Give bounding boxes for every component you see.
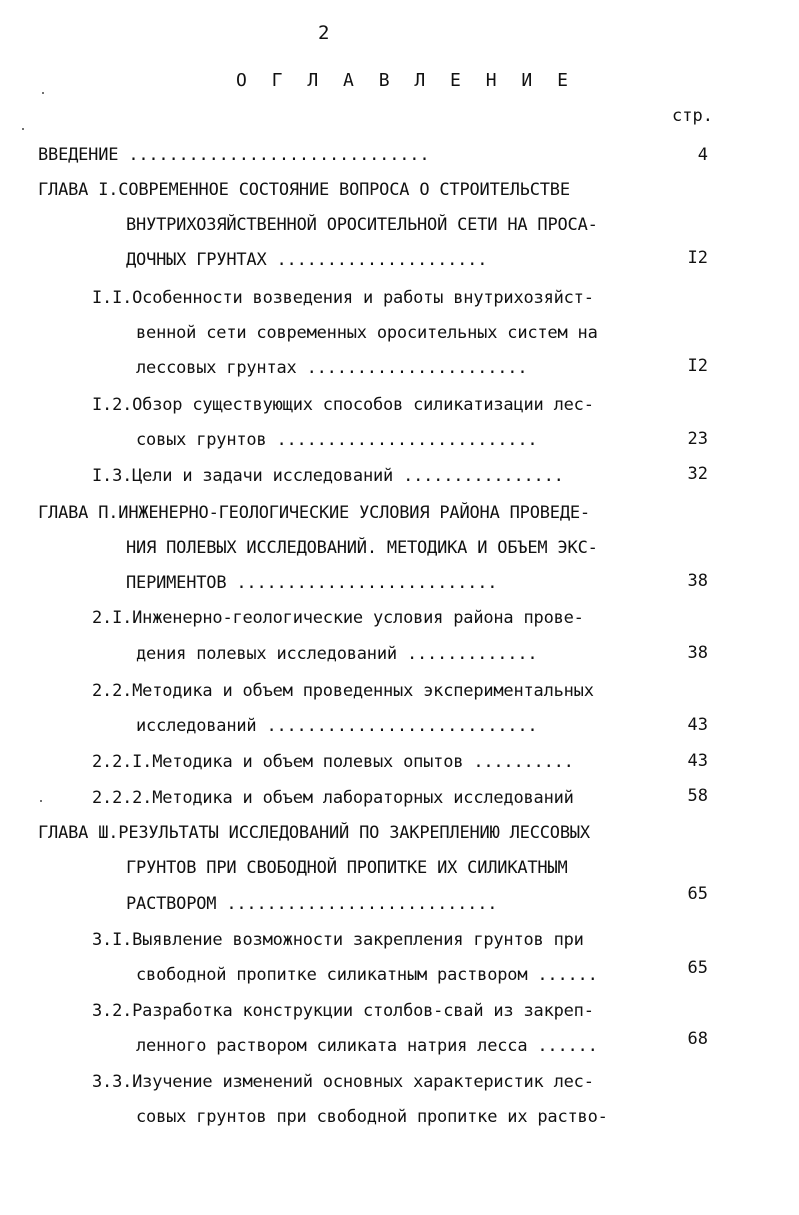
scan-speck (40, 800, 42, 802)
toc-line: ленного раствором силиката натрия лесса ...... (136, 1036, 598, 1056)
scan-speck (22, 128, 24, 130)
toc-line: I.I.Особенности возведения и работы внутрихозяйст- (92, 288, 594, 308)
toc-line: ГЛАВА I.СОВРЕМЕННОЕ СОСТОЯНИЕ ВОПРОСА О СТРОИТЕЛЬСТВЕ (38, 180, 570, 200)
toc-line: ВНУТРИХОЗЯЙСТВЕННОЙ ОРОСИТЕЛЬНОЙ СЕТИ НА ПРОСА- (126, 215, 598, 235)
toc-line: ВВЕДЕНИЕ .............................. (38, 145, 430, 165)
toc-line: НИЯ ПОЛЕВЫХ ИССЛЕДОВАНИЙ. МЕТОДИКА И ОБЪЕМ ЭКС- (126, 538, 598, 558)
toc-line: 2.2.Методика и объем проведенных экспериментальных (92, 681, 594, 701)
toc-page-number: I2 (687, 356, 708, 376)
toc-line: ГЛАВА Ш.РЕЗУЛЬТАТЫ ИССЛЕДОВАНИЙ ПО ЗАКРЕПЛЕНИЮ ЛЕССОВЫХ (38, 823, 590, 843)
toc-page-number: I2 (687, 248, 708, 268)
toc-line: 3.I.Выявление возможности закрепления грунтов при (92, 930, 584, 950)
toc-line: исследований ........................... (136, 716, 538, 736)
toc-page-number: 23 (687, 429, 708, 449)
scan-speck (42, 92, 44, 94)
toc-page-number: 43 (687, 751, 708, 771)
toc-page-number: 32 (687, 464, 708, 484)
toc-line: лессовых грунтах ...................... (136, 358, 528, 378)
toc-line: совых грунтов при свободной пропитке их раство- (136, 1107, 608, 1127)
toc-line: РАСТВОРОМ ........................... (126, 894, 498, 914)
toc-line: ДОЧНЫХ ГРУНТАХ ..................... (126, 250, 488, 270)
toc-line: 3.2.Разработка конструкции столбов-свай из закреп- (92, 1001, 594, 1021)
toc-line: свободной пропитке силикатным раствором ...... (136, 965, 598, 985)
page-number: 2 (318, 22, 330, 44)
toc-line: ГРУНТОВ ПРИ СВОБОДНОЙ ПРОПИТКЕ ИХ СИЛИКАТНЫМ (126, 858, 568, 878)
toc-page-number: 65 (687, 958, 708, 978)
toc-page-number: 65 (687, 884, 708, 904)
toc-page-number: 38 (687, 571, 708, 591)
toc-page-number: 43 (687, 715, 708, 735)
toc-title: О Г Л А В Л Е Н И Е (236, 70, 575, 91)
toc-page-number: 38 (687, 643, 708, 663)
toc-line: венной сети современных оросительных систем на (136, 323, 598, 343)
toc-line: 2.2.I.Методика и объем полевых опытов .......... (92, 752, 574, 772)
toc-line: ПЕРИМЕНТОВ .......................... (126, 573, 498, 593)
toc-page-number: 58 (687, 786, 708, 806)
toc-line: совых грунтов .......................... (136, 430, 538, 450)
page-column-header: стр. (672, 106, 713, 126)
toc-line: 3.3.Изучение изменений основных характеристик лес- (92, 1072, 594, 1092)
toc-page-number: 4 (697, 145, 708, 165)
toc-line: I.3.Цели и задачи исследований ................ (92, 466, 564, 486)
toc-line: дения полевых исследований ............. (136, 644, 538, 664)
toc-line: 2.I.Инженерно-геологические условия района прове- (92, 608, 584, 628)
toc-line: 2.2.2.Методика и объем лабораторных исследований (92, 788, 574, 808)
toc-line: ГЛАВА П.ИНЖЕНЕРНО-ГЕОЛОГИЧЕСКИЕ УСЛОВИЯ РАЙОНА ПРОВЕДЕ- (38, 503, 590, 523)
toc-line: I.2.Обзор существующих способов силикатизации лес- (92, 395, 594, 415)
toc-page-number: 68 (687, 1029, 708, 1049)
